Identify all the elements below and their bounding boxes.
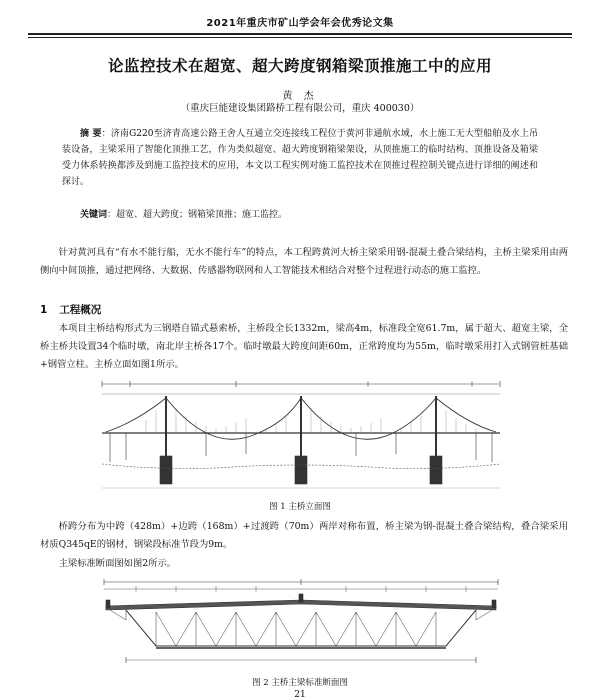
foundation-right (430, 456, 442, 484)
abstract-label: 摘 要 (80, 129, 102, 139)
figure1-caption: 图 1 主桥立面图 (269, 502, 331, 512)
section-number: 1 (40, 304, 48, 316)
paper-title: 论监控技术在超宽、超大跨度钢箱梁顶推施工中的应用 (107, 57, 492, 75)
keywords-label: 关键词 (80, 210, 108, 220)
section-heading (40, 302, 101, 317)
bridge-elevation-figure (96, 376, 506, 494)
keywords-text: ：超宽、超大跨度；钢箱梁顶推；施工监控。 (107, 210, 288, 220)
figure2-caption: 图 2 主桥主梁标准断面图 (252, 678, 348, 688)
author-name: 黄 杰 (282, 91, 318, 102)
journal-header: 2021年重庆市矿山学会年会优秀论文集 (206, 18, 394, 29)
foundation-left (160, 456, 172, 484)
truss-diaphragm (156, 612, 436, 646)
box-girder-outline (126, 610, 476, 646)
foundation-middle (295, 456, 307, 484)
page-number: 21 (294, 690, 306, 700)
span-paragraph: 桥跨分布为中跨（428m）+边跨（168m）+过渡跨（70m）两岸对称布置，桥主梁为钢-混凝土叠合梁结构，叠合梁采用材质Q345qE的钢材，钢梁段标准节段为9m。 (40, 521, 568, 550)
keywords (80, 207, 538, 220)
section-title: 工程概况 (59, 304, 102, 316)
header-rule-thin (28, 37, 572, 38)
intro-paragraph: 针对黄河具有“有水不能行船，无水不能行车”的特点，本工程跨黄河大桥主梁采用钢-混凝土叠合梁结构，主桥主梁采用由两侧向中间顶推，通过把网络、大数据、传感器物联网和人工智能技术相结合对整个过程进行动态的施工监控。 (40, 247, 568, 276)
abstract (62, 126, 538, 190)
overview-paragraph: 本项目主桥结构形式为三钢塔自锚式悬索桥，主桥段全长1332m，梁高4m，标准段全宽61.7m，属于超大、超宽主梁，全桥主桥共设置34个临时墩，南北岸主桥各17个。临时墩最大跨度间距60m，正常跨度均为55m，临时墩采用打入式钢管桩基础+钢管立柱。主桥立面如图1所示。 (40, 323, 568, 370)
header-rule (28, 33, 572, 35)
section-figure-intro: 主梁标准断面图如图2所示。 (58, 558, 177, 569)
abstract-text: ：济南G220至济青高速公路王舍人互通立交连接线工程位于黄河非通航水域，水上施工无大型船舶及水上吊装设备，主梁采用了智能化顶推工艺，作为类似超宽、超大跨度钢箱梁架设，从顶推施工的临时结构、顶推设备及箱梁受力体系转换都涉及到施工监控技术的应用，本文以工程实例对施工监控技术在顶推过程控制关键点进行详细的阐述和探讨。 (62, 129, 538, 187)
author-affiliation: （重庆巨能建设集团路桥工程有限公司，重庆 400030） (180, 103, 420, 114)
girder-section-figure (96, 576, 506, 672)
